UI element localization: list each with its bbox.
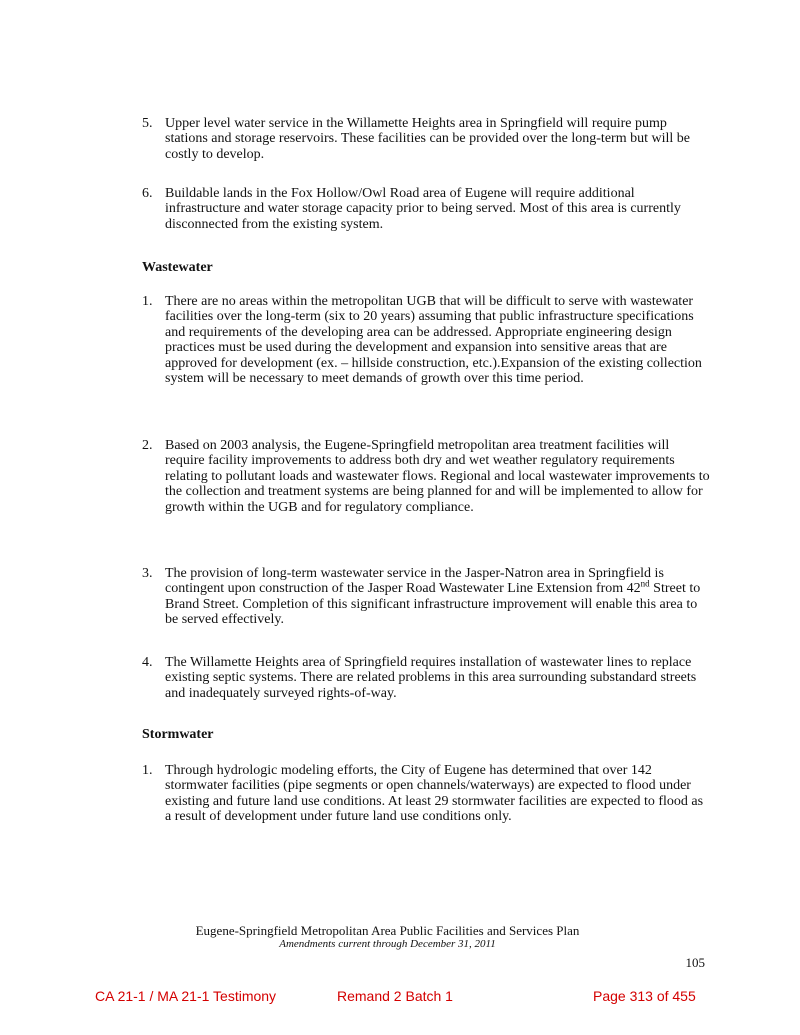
text-part: Street to Brand Street. Completion of this significant infrastructure improvement will enable this area to be served effectively.	[165, 581, 701, 628]
list-text	[165, 566, 712, 628]
list-text: Upper level water service in the Willamette Heights area in Springfield will require pump stations and storage reservoirs. These facilities can be provided over the long-term but will be costly to develop.	[165, 116, 690, 162]
stamp-page-label: Page 313 of 455	[593, 988, 696, 1004]
footer-title: Eugene-Springfield Metropolitan Area Public Facilities and Services Plan	[195, 923, 580, 938]
list-number: 2.	[142, 438, 153, 453]
wastewater-item-3	[142, 566, 712, 628]
stormwater-item-1	[142, 763, 712, 825]
list-number: 5.	[142, 116, 153, 131]
page-number: 105	[685, 955, 705, 970]
stamp-case-label: CA 21-1 / MA 21-1 Testimony	[95, 988, 277, 1004]
list-text: Through hydrologic modeling efforts, the City of Eugene has determined that over 142 stormwater facilities (pipe segments or open channels/waterways) are expected to flood under existing and future land use conditions. At least 29 stormwater facilities are expected to flood as a result of development under future land use conditions only.	[165, 763, 704, 825]
section-heading-wastewater: Wastewater	[142, 260, 213, 275]
wastewater-item-4	[142, 655, 712, 701]
wastewater-item-2	[142, 438, 712, 515]
stamp-batch-label: Remand 2 Batch 1	[337, 988, 453, 1004]
section-heading-stormwater: Stormwater	[142, 727, 214, 742]
footer-subtitle: Amendments current through December 31, 2011	[279, 938, 496, 950]
list-number: 4.	[142, 655, 153, 670]
list-number: 1.	[142, 763, 153, 778]
list-text: There are no areas within the metropolitan UGB that will be difficult to serve with wastewater facilities over the long-term (six to 20 years) assuming that public infrastructure specifications and requirements of the developing area can be addressed. Appropriate engineering design practices must be used during the development and expansion into sensitive areas that are approved for development (ex. – hillside construction, etc.).Expansion of the existing collection system will be necessary to meet demands of growth over this time period.	[165, 294, 702, 387]
wastewater-item-1	[142, 294, 712, 386]
list-text: Based on 2003 analysis, the Eugene-Springfield metropolitan area treatment facilities will require facility improvements to address both dry and wet weather regulatory requirements relating to pollutant loads and wastewater flows. Regional and local wastewater improvements to the collection and treatment systems are being planned for and will be implemented to allow for growth within the UGB and for regulatory compliance.	[165, 438, 710, 515]
list-text: Buildable lands in the Fox Hollow/Owl Road area of Eugene will require additional infrastructure and water storage capacity prior to being served. Most of this area is currently disconnected from the existing system.	[165, 186, 681, 232]
ordinal-superscript: nd	[640, 578, 650, 589]
list-number: 3.	[142, 566, 153, 581]
water-item-5	[142, 116, 712, 162]
list-number: 6.	[142, 186, 153, 201]
water-item-6	[142, 186, 712, 232]
text-part: The provision of long-term wastewater service in the Jasper-Natron area in Springfield is contingent upon construction of the Jasper Road Wastewater Line Extension from 42	[165, 566, 664, 597]
list-text: The Willamette Heights area of Springfield requires installation of wastewater lines to replace existing septic systems. There are related problems in this area surrounding substandard streets and inadequately surveyed rights-of-way.	[165, 655, 697, 701]
list-number: 1.	[142, 294, 153, 309]
